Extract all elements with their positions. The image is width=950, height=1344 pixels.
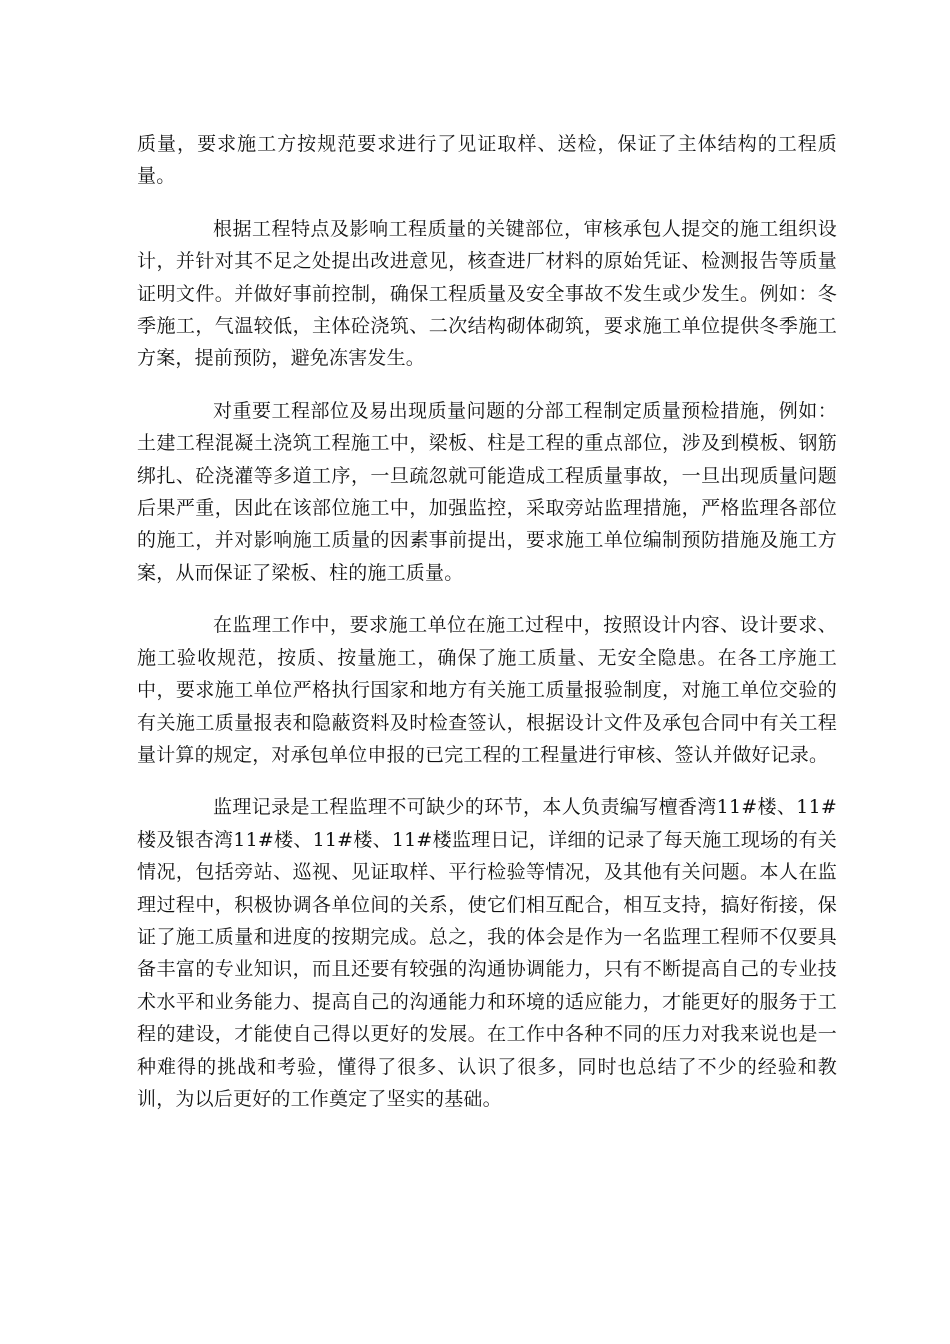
paragraph-2: 根据工程特点及影响工程质量的关键部位，审核承包人提交的施工组织设计，并针对其不足之处提出改进意见，核查进厂材料的原始凭证、检测报告等质量证明文件。并做好事前控制，确保工程质量及安全事故不发生或少发生。例如：冬季施工，气温较低，主体砼浇筑、二次结构砌体砌筑，要求施工单位提供冬季施工方案，提前预防，避免冻害发生。 bbox=[137, 217, 837, 370]
document-body bbox=[137, 128, 837, 1135]
paragraph-5: 监理记录是工程监理不可缺少的环节，本人负责编写檀香湾11#楼、11#楼及银杏湾11#楼、11#楼、11#楼监理日记，详细的记录了每天施工现场的有关情况，包括旁站、巡视、见证取样、平行检验等情况，及其他有关问题。本人在监理过程中，积极协调各单位间的关系，使它们相互配合，相互支持，搞好衔接，保证了施工质量和进度的按期完成。总之，我的体会是作为一名监理工程师不仅要具备丰富的专业知识，而且还要有较强的沟通协调能力，只有不断提高自己的专业技术水平和业务能力、提高自己的沟通能力和环境的适应能力，才能更好的服务于工程的建设，才能使自己得以更好的发展。在工作中各种不同的压力对我来说也是一种难得的挑战和考验，懂得了很多、认识了很多，同时也总结了不少的经验和教训，为以后更好的工作奠定了坚实的基础。 bbox=[137, 796, 837, 1110]
paragraph-1: 质量，要求施工方按规范要求进行了见证取样、送检，保证了主体结构的工程质量。 bbox=[137, 133, 837, 188]
paragraph-4: 在监理工作中，要求施工单位在施工过程中，按照设计内容、设计要求、施工验收规范，按质、按量施工，确保了施工质量、无安全隐患。在各工序施工中，要求施工单位严格执行国家和地方有关施工质量报验制度，对施工单位交验的有关施工质量报表和隐蔽资料及时检查签认，根据设计文件及承包合同中有关工程量计算的规定，对承包单位申报的已完工程的工程量进行审核、签认并做好记录。 bbox=[137, 614, 837, 766]
paragraph-3: 对重要工程部位及易出现质量问题的分部工程制定质量预检措施，例如：土建工程混凝土浇筑工程施工中，梁板、柱是工程的重点部位，涉及到模板、钢筋绑扎、砼浇灌等多道工序，一旦疏忽就可能造成工程质量事故，一旦出现质量问题后果严重，因此在该部位施工中，加强监控，采取旁站监理措施，严格监理各部位的施工，并对影响施工质量的因素事前提出，要求施工单位编制预防措施及施工方案，从而保证了梁板、柱的施工质量。 bbox=[137, 399, 837, 584]
